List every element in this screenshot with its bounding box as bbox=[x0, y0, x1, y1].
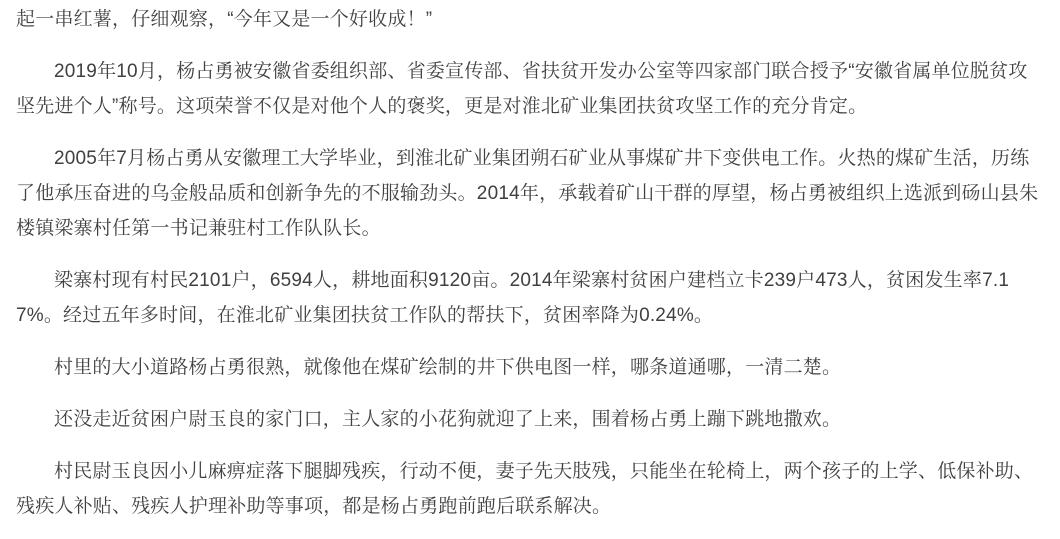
article-paragraph: 起一串红薯，仔细观察，“今年又是一个好收成！” bbox=[16, 9, 433, 30]
article-paragraph: 村民尉玉良因小儿麻痹症落下腿脚残疾，行动不便，妻子先天肢残，只能坐在轮椅上，两个孩子的上学、低保补助、残疾人补贴、残疾人护理补助等事项，都是杨占勇跑前跑后联系解决。 bbox=[16, 461, 1034, 517]
article-paragraph: 梁寨村现有村民2101户，6594人，耕地面积9120亩。2014年梁寨村贫困户建档立卡239户473人，贫困发生率7.17%。经过五年多时间，在淮北矿业集团扶贫工作队的帮扶下，贫困率降为0.24%。 bbox=[16, 270, 1010, 326]
article-paragraph: 2019年10月，杨占勇被安徽省委组织部、省委宣传部、省扶贫开发办公室等四家部门联合授予“安徽省属单位脱贫攻坚先进个人”称号。这项荣誉不仅是对他个人的褒奖，更是对淮北矿业集团扶贫攻坚工作的充分肯定。 bbox=[16, 61, 1028, 117]
article-paragraph: 2005年7月杨占勇从安徽理工大学毕业，到淮北矿业集团朔石矿业从事煤矿井下变供电工作。火热的煤矿生活，历练了他承压奋进的乌金般品质和创新争先的不服输劲头。2014年，承载着矿山干群的厚望，杨占勇被组织上选派到砀山县朱楼镇梁寨村任第一书记兼驻村工作队队长。 bbox=[16, 148, 1039, 239]
article-paragraph: 村里的大小道路杨占勇很熟，就像他在煤矿绘制的井下供电图一样，哪条道通哪，一清二楚。 bbox=[54, 357, 842, 378]
article-paragraph: 还没走近贫困户尉玉良的家门口，主人家的小花狗就迎了上来，围着杨占勇上蹦下跳地撒欢。 bbox=[54, 409, 842, 430]
